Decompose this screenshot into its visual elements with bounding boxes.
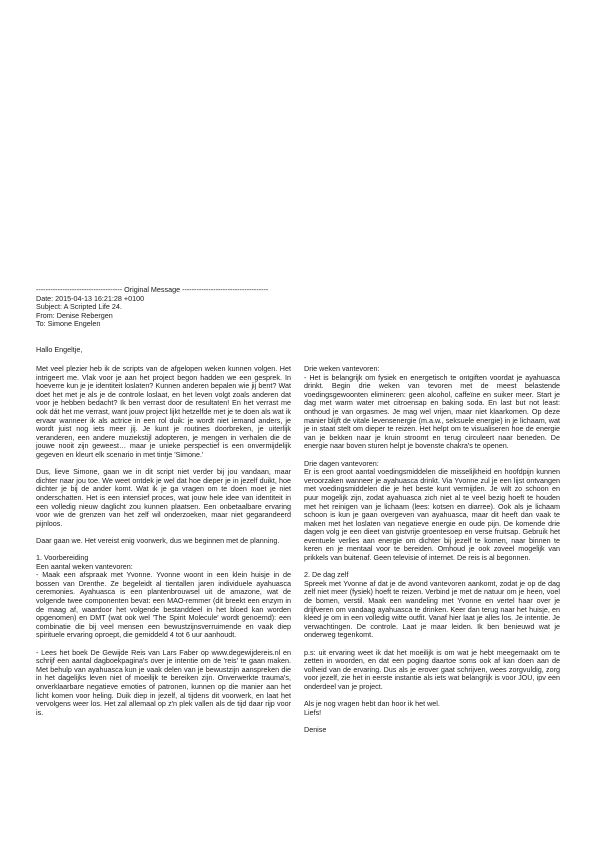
- header-date: Date: 2015-04-13 16:21:28 +0100: [36, 293, 145, 303]
- left-column: [36, 365, 291, 726]
- section-subtitle: Een aantal weken vantevoren:: [36, 561, 133, 571]
- closing-line: Als je nog vragen hebt dan hoor ik het wel.: [304, 699, 440, 709]
- paragraph: Er is een groot aantal voedingsmiddelen die misselijkheid en hoofdpijn kunnen veroorzaken wanneer je ayahuasca drinkt. Via Yvonne zul je een lijst ontvangen met voedingsmiddelen die je het beste kunt vermijden. Je wilt zo schoon en puur mogelijk zijn, zodat ayahuasca zich niet al te veel bezig hoeft te houden met het reinigen van je lichaam (lees: kotsen en diarree). Ook als je lichaam schoon is kun je gaan overgeven van ayahuasca, maar dit heeft dan vaak te maken met het loslaten van negatieve energie en oude pijn. De komende drie dagen volg je een dieet van gistvrije groentesoep en verse fruitsap. Gebruik het eventuele verlies aan energie om dichter bij jezelf te komen, naar binnen te keren en je mentaal voor te bereiden. Omhoud je ook zoveel mogelijk van prikkels van buitenaf. Geen televisie of internet. De reis is al begonnen.: [304, 467, 560, 563]
- paragraph: - Het is belangrijk om fysiek en energetisch te ontgiften voordat je ayahuasca drinkt. Begin drie weken van tevoren met de meest belastende voedingsgewoonten elimineren: geen alcohol, caffeïne en suiker meer. Start je dag met warm water met citroensap en baking soda. En last but not least: onthoud je van orgasmes. Je mag wel vrijen, maar niet klaarkomen. Op deze manier blijft de vitale levensenergie (m.a.w., seksuele energie) in je lichaam, wat je in staat stelt om dieper te reizen. Het helpt om te visualiseren hoe de energie van je bekken naar je kruin stroomt en terug circuleert naar beneden. De energie naar boven sturen helpt je bovenste chakra's te openen.: [304, 372, 560, 451]
- right-column: [304, 365, 560, 743]
- section-title: 1. Voorbereiding: [36, 553, 89, 563]
- section-subtitle: Drie weken vantevoren:: [304, 364, 380, 373]
- header-subject: Subject: A Scripted Life 24.: [36, 302, 122, 312]
- section-subtitle: Drie dagen vantevoren:: [304, 458, 379, 468]
- greeting: Hallo Engeltje,: [36, 345, 83, 354]
- section-title: 2. De dag zelf: [304, 570, 349, 580]
- paragraph: Spreek met Yvonne af dat je de avond vantevoren aankomt, zodat je op de dag zelf niet meer (fysiek) hoeft te reizen. Verbind je met de natuur om je heen, voel de bomen, verstil. Maak een wandeling met Yvonne en vertel haar over je drijfveren om vandaag ayahuasca te drinken. Keer dan terug naar het huisje, en kleed je om in een volledig witte outfit. Vanaf hier laat je alles los. Je intentie. Je verwachtingen. De controle. Laat je maar leiden. Ik ben benieuwd wat je onderweg tegenkomt.: [304, 578, 560, 640]
- paragraph: Dus, lieve Simone, gaan we in dit script niet verder bij jou vandaan, maar dichter naar jou toe. We weet ontdek je wel dat hoe dieper je in jezelf duikt, hoe dichter je bij de ander komt. Wat ik je ga vragen om te doen moet je niet onderschatten. Het is een intensief proces, wat jouw hele idee van identiteit in een volledig nieuw daglicht zou kunnen plaatsen. Een onbetaalbare ervaring voor wie de grenzen van het zelf wil onderzoeken, maar niet gegarandeerd pijnloos.: [36, 467, 291, 528]
- paragraph: Daar gaan we. Het vereist enig voorwerk, dus we beginnen met de planning.: [36, 535, 280, 545]
- closing-line: Liefs!: [304, 707, 322, 717]
- header-separator: ------------------------------------ Original Message ------------------------------------: [36, 285, 269, 294]
- paragraph: Met veel plezier heb ik de scripts van de afgelopen weken kunnen volgen. Het intrigeert me. Vlak voor je aan het project begon hadden we een gesprek. In hoeverre kun je je identiteit loslaten? Kunnen anderen bepalen wie jij bent? Wat doet het met je als je de controle loslaat, en het leven volgt zoals anderen dat voor je hebben bedacht? Ik ben verrast door de resultaten! En het verrast me ook dát het me verrast, want jouw project lijkt hetzelfde met je te doen als wat ik ervaar wanneer ik als actrice in een rol duik: je wordt niet iemand anders, je wordt juist nog iets meer jij. Je kunt je routines doorbreken, je uiterlijk veranderen, een andere muziekstijl adopteren, je mengen in verhalen die de jouwe nooit zijn geweest… maar je unieke perspectief is een onvermijdelijk gegeven en kleurt elk scenario in met tintje 'Simone.': [36, 364, 291, 459]
- signature: Denise: [304, 724, 327, 734]
- header-to: To: Simone Engelen: [36, 319, 101, 329]
- postscript: p.s: uit ervaring weet ik dat het moeilijk is om wat je hebt meegemaakt om te zetten in woorden, en dat een poging daartoe soms ook af kan doen aan de volheid van de ervaring. Dus als je erover gaat schrijven, wees zorgvuldig, zorg voor jezelf, zie het in eerste instantie als iets wat belangrijk is voor JOU, ipv een onderdeel van je project.: [304, 647, 560, 691]
- paragraph: - Lees het boek De Gewijde Reis van Lars Faber op www.degewijdereis.nl en schrijf een aantal dagboekpagina's over je intentie om de 'reis' te gaan maken. Met behulp van ayahuasca kun je vaak delen van je bewustzijn aanspreken die in het dagelijks leven niet of moeilijk te bereiken zijn. Onverwerkte trauma's, onverklaarbare negatieve emoties of patronen, kunnen op die manier aan het licht komen voor heling. Duik diep in jezelf, al tijdens dit voorwerk, en laat het vervolgens weer los. Het zal allemaal op z'n plek vallen als de tijd daar rijp voor is.: [36, 647, 291, 717]
- paragraph: - Maak een afspraak met Yvonne. Yvonne woont in een klein huisje in de bossen van Drenthe. Ze begeleidt al tientallen jaren individuele ayahuasca ceremonies. Ayahuasca is een plantenbrouwsel uit de amazone, wat de volgende twee componenten bevat: een MAO-remmer (dit breekt een enzym in de maag af, waardoor het volgende bestanddeel in het bloed kan worden opgenomen) en DMT (wat ook wel 'The Spirit Molecule' wordt genoemd): een combinatie die bij veel mensen een bewustzijnsverruimende en vaak diep spirituele ervaring oproept, die gemiddeld 4 tot 6 uur aanhoudt.: [36, 570, 291, 640]
- email-header: [36, 286, 336, 329]
- header-from: From: Denise Rebergen: [36, 310, 113, 320]
